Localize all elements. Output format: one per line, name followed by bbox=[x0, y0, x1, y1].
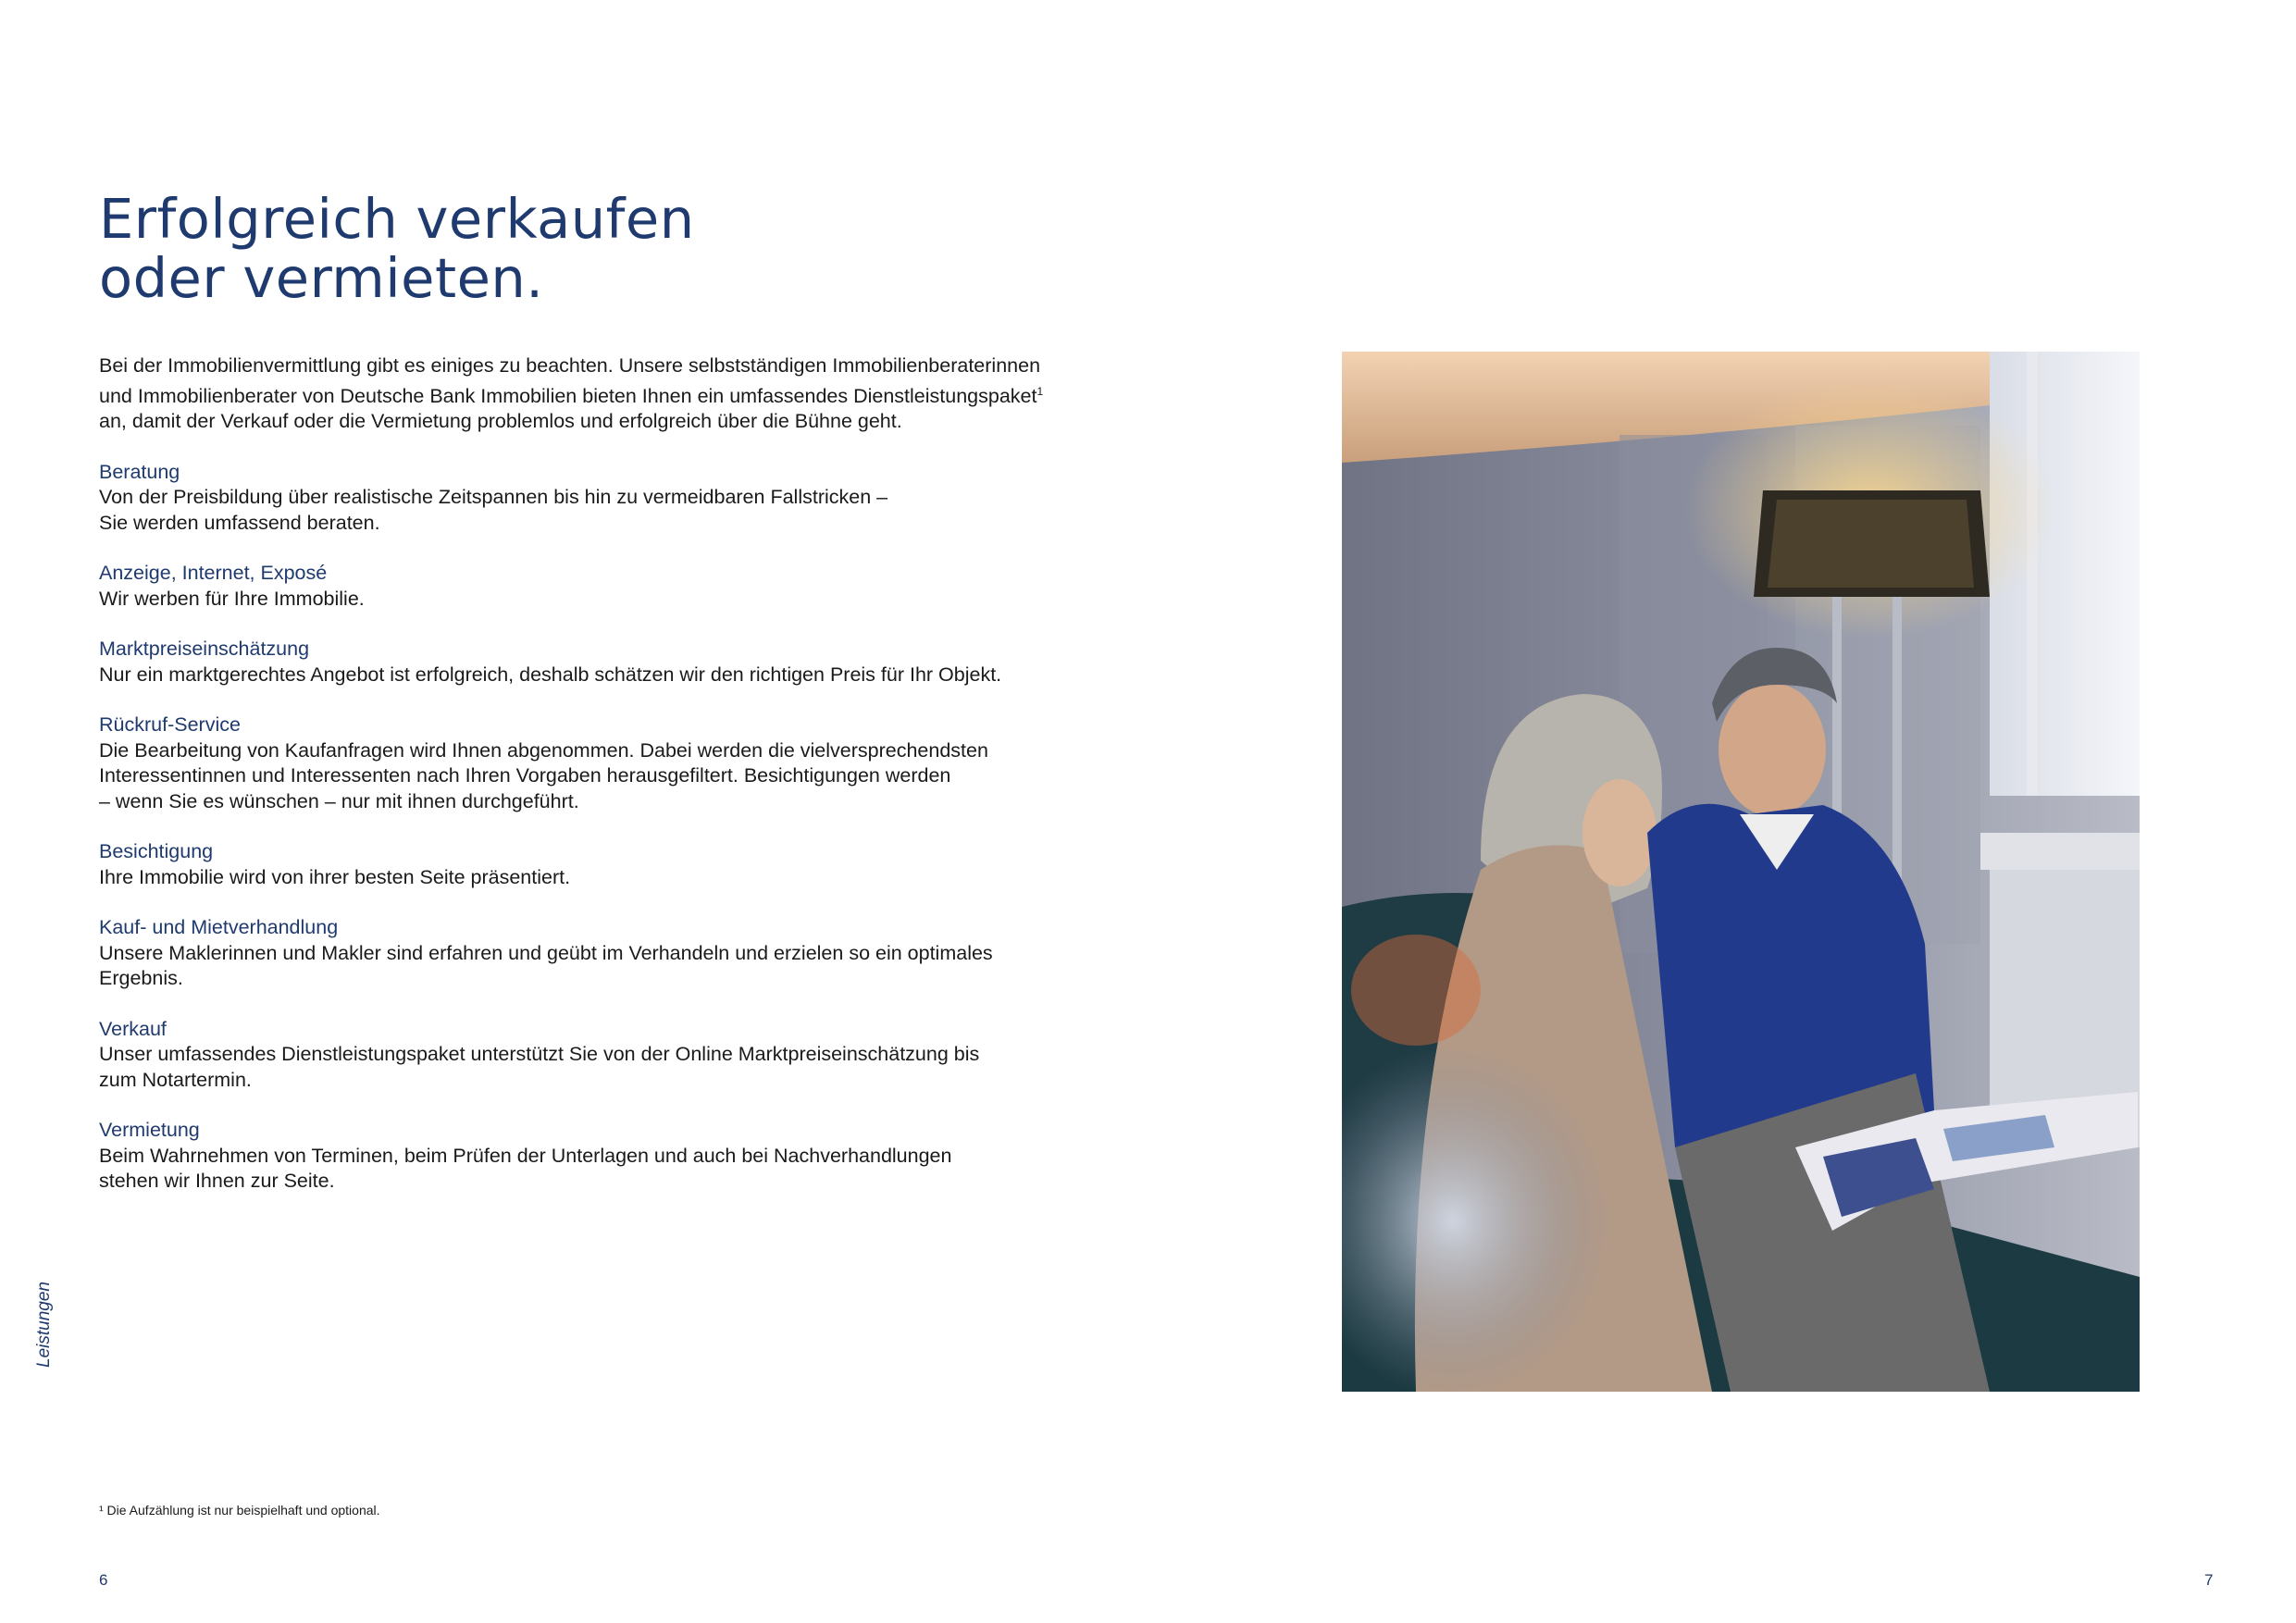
intro-line-2-wrap bbox=[99, 379, 1117, 410]
section-heading: Kauf- und Mietverhandlung bbox=[99, 916, 339, 938]
intro-line-2: und Immobilienberater von Deutsche Bank Immobilien bieten Ihnen ein umfassendes Dienstleistungspaket bbox=[99, 384, 1037, 407]
photo-couple-reading-brochure-icon bbox=[1342, 352, 2140, 1392]
section-text-line: Unsere Maklerinnen und Makler sind erfahren und geübt im Verhandeln und erzielen so ein optimales bbox=[99, 941, 993, 964]
footnote: ¹ Die Aufzählung ist nur beispielhaft und optional. bbox=[99, 1503, 380, 1518]
intro-paragraph bbox=[99, 353, 1117, 435]
page-number-left: 6 bbox=[99, 1571, 108, 1589]
section-text-line: – wenn Sie es wünschen – nur mit ihnen durchgeführt. bbox=[99, 789, 579, 812]
section-text-line: Ergebnis. bbox=[99, 967, 183, 989]
page-title-line-1: Erfolgreich verkaufen bbox=[99, 187, 695, 251]
section-text-line: Interessentinnen und Interessenten nach Ihren Vorgaben herausgefiltert. Besichtigungen werden bbox=[99, 764, 951, 787]
section-text-line: Sie werden umfassend beraten. bbox=[99, 511, 380, 534]
section-text-line: stehen wir Ihnen zur Seite. bbox=[99, 1170, 335, 1192]
section-heading: Marktpreiseinschätzung bbox=[99, 638, 310, 660]
service-section bbox=[99, 712, 1117, 814]
service-section bbox=[99, 637, 1117, 688]
section-heading: Anzeige, Internet, Exposé bbox=[99, 562, 328, 584]
section-text-line: Die Bearbeitung von Kaufanfragen wird Ihnen abgenommen. Dabei werden die vielversprechendsten bbox=[99, 738, 988, 762]
section-text-line: Ihre Immobilie wird von ihrer besten Seite präsentiert. bbox=[99, 865, 571, 888]
section-text-line: Unser umfassendes Dienstleistungspaket unterstützt Sie von der Online Marktpreiseinschätzung bis bbox=[99, 1043, 980, 1065]
page-title-line-2: oder vermieten. bbox=[99, 246, 544, 310]
service-section bbox=[99, 1118, 1117, 1195]
section-text-line: Nur ein marktgerechtes Angebot ist erfolgreich, deshalb schätzen wir den richtigen Preis für Ihr Objekt. bbox=[99, 663, 1002, 686]
section-heading: Rückruf-Service bbox=[99, 713, 241, 736]
page-number-right: 7 bbox=[2204, 1571, 2214, 1589]
couple-photo bbox=[1342, 352, 2140, 1392]
section-heading: Besichtigung bbox=[99, 840, 214, 862]
service-section bbox=[99, 915, 1117, 992]
section-text-line: zum Notartermin. bbox=[99, 1068, 252, 1091]
service-section bbox=[99, 839, 1117, 890]
section-text-line: Von der Preisbildung über realistische Zeitspannen bis hin zu vermeidbaren Fallstricken – bbox=[99, 486, 888, 508]
service-sections bbox=[99, 460, 1117, 1195]
intro-line-3: an, damit der Verkauf oder die Vermietung problemlos und erfolgreich über die Bühne geht. bbox=[99, 410, 902, 432]
page-title bbox=[99, 187, 695, 310]
service-section bbox=[99, 561, 1117, 612]
service-section bbox=[99, 460, 1117, 537]
body-column bbox=[99, 353, 1117, 1220]
section-side-label: Leistungen bbox=[34, 1282, 54, 1368]
section-text-line: Beim Wahrnehmen von Terminen, beim Prüfen der Unterlagen und auch bei Nachverhandlungen bbox=[99, 1144, 952, 1167]
footnote-marker: 1 bbox=[1036, 384, 1044, 398]
section-heading: Vermietung bbox=[99, 1119, 200, 1141]
section-heading: Beratung bbox=[99, 460, 180, 483]
service-section bbox=[99, 1017, 1117, 1094]
intro-line-1: Bei der Immobilienvermittlung gibt es einiges zu beachten. Unsere selbstständigen Immobilienberaterinnen bbox=[99, 354, 1041, 377]
section-heading: Verkauf bbox=[99, 1017, 167, 1040]
section-text-line: Wir werben für Ihre Immobilie. bbox=[99, 587, 365, 610]
